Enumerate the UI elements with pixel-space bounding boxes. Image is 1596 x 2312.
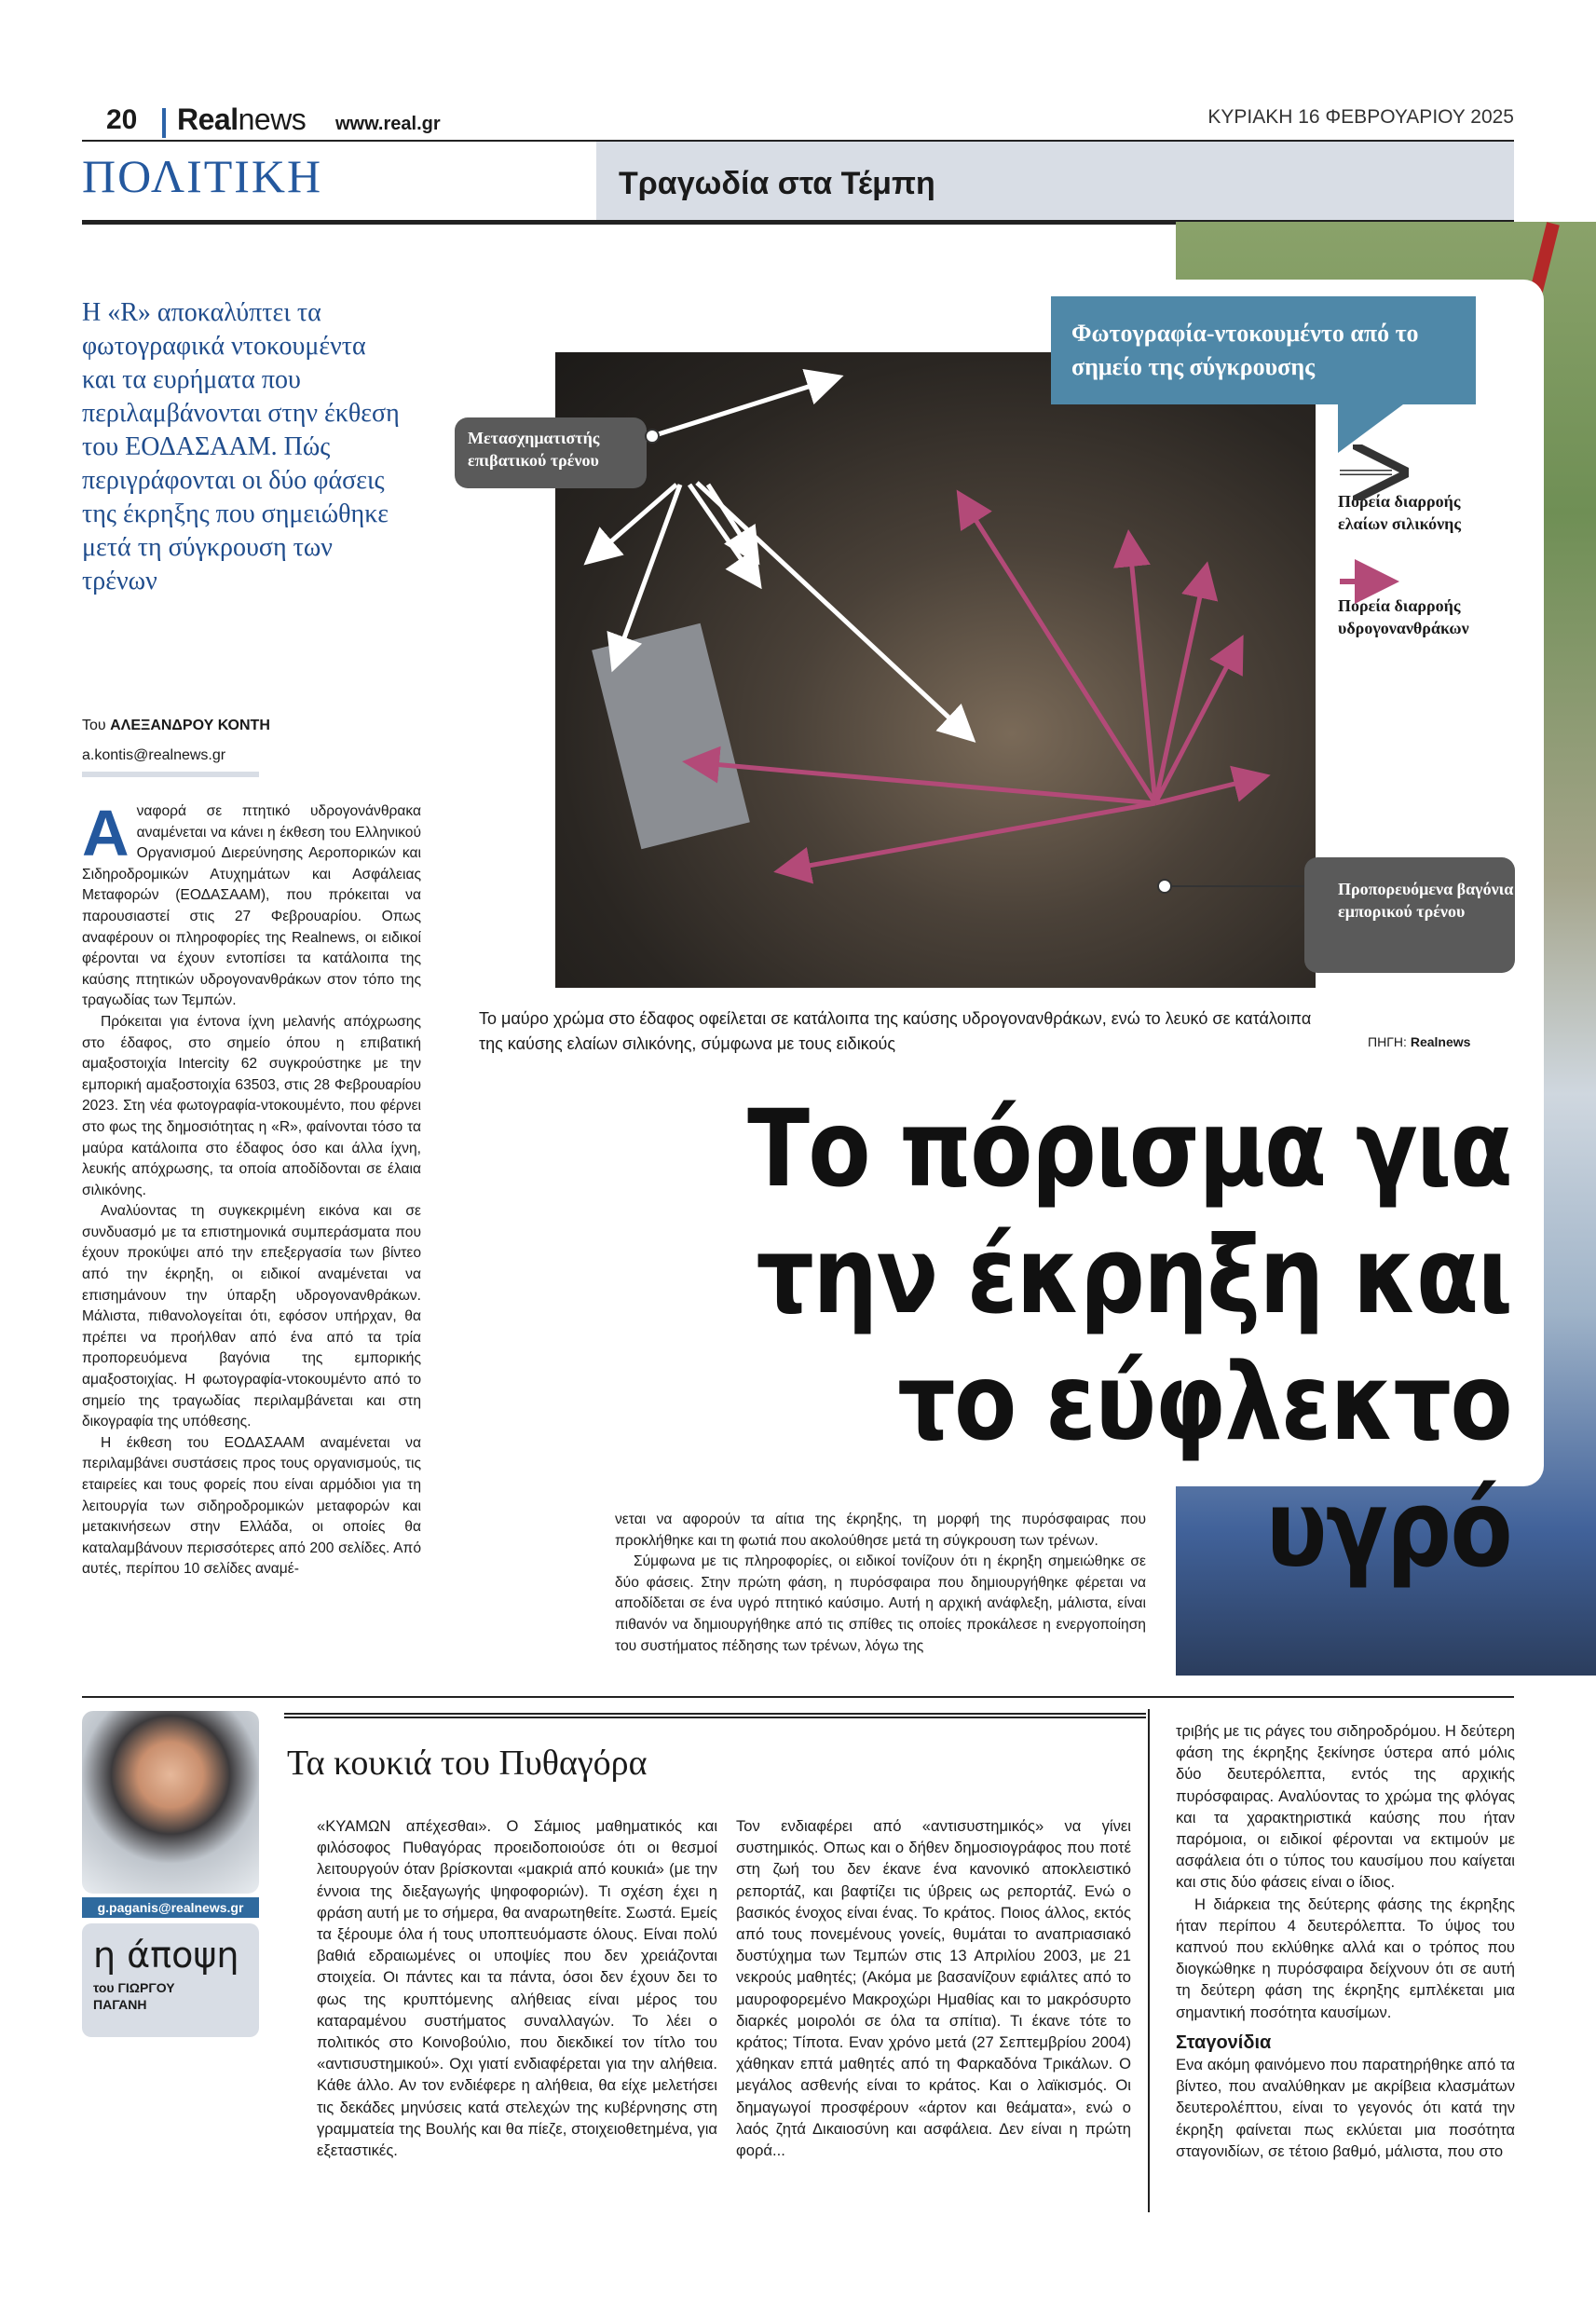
label-transformer: Μετασχηματιστής επιβατικού τρένου: [455, 417, 647, 488]
byline-prefix: Του: [82, 718, 106, 733]
opinion-author-email[interactable]: g.paganis@realnews.gr: [82, 1897, 259, 1918]
section-divider: [82, 1696, 1514, 1698]
legend-hydrocarbons: Πορεία διαρροής υδρογονανθράκων: [1338, 596, 1469, 637]
opinion-label: η άποψη: [93, 1935, 239, 1976]
topic-title: Τραγωδία στα Τέμπη: [619, 166, 935, 201]
paragraph-4: Η έκθεση του ΕΟΔΑΣΑΑΜ αναμένεται να περιλαμβάνει συστάσεις προς τους οργανισμούς, τις εταιρείες και τους φορείς που είναι αρμόδιοι για τη λειτουργία των σιδηροδρομικών μεταφορών και μετακινήσεων στην Ελλάδα, οι οποίες θα καταλαμβάνουν περισσότερες από 200 σελίδες. Από αυτές, περίπου 10 σελίδες αναμέ-: [82, 1434, 421, 1578]
photo-callout-text: Φωτογραφία-ντοκουμέντο από το σημείο της σύγκρουσης: [1071, 320, 1419, 380]
paragraph-6: Σύμφωνα με τις πληροφορίες, οι ειδικοί τονίζουν ότι η έκρηξη σημειώθηκε σε δύο φάσεις. Στην πρώτη φάση, η πυρόσφαιρα που δημιουργήθηκε φέρεται να αποδίδεται σε ένα υγρό πτητικό καύσιμο. Αυτή η αρχική ανάφλεξη, μάλιστα, είναι πιθανόν να δημιουργήθηκε από τις σπίθες τις οποίες προκάλεσε η ενεργοποίηση του συστήματος πέδησης των τρένων, λόγω της: [615, 1553, 1146, 1654]
label-wagons: Προπορευόμενα βαγόνια εμπορικού τρένου: [1304, 857, 1515, 973]
byline-rule: [82, 772, 259, 777]
photo-callout-tail: [1338, 404, 1403, 453]
paragraph-8: Η διάρκεια της δεύτερης φάσης της έκρηξης ήταν περίπου 4 δευτερόλεπτα. Το ύψος του καπνού που εκλύθηκε αλλά και ο τρόπος που διογκώθηκε η πυρόσφαιρα δείχνουν ότι σε αυτή τη δεύτερη φάση της έκρηξης εμπλέκεται μια σημαντική ποσότητα καυσίμων.: [1176, 1895, 1515, 2021]
opinion-byline: [93, 1979, 175, 2013]
issue-date: ΚΥΡΙΑΚΗ 16 ΦΕΒΡΟΥΑΡΙΟΥ 2025: [1207, 106, 1514, 128]
opinion-text-2: Τον ενδιαφέρει από «αντισυστημικός» να γίνει συστημικός. Οπως και ο δήθεν δημοσιογράφος που ποτέ στη ζωή του δεν έκανε ένα κανονικό αποκλειστικό ρεπορτάζ, και βαφτίζει τις ύβρεις ως ρεπορτάζ. Ενώ ο βασικός ένοχος είναι ένας. Το κράτος. Ποιος άλλος, εκτός από τους πονεμένους γονείς, θυμάται το αναπριασιακό δυστύχημα των Τεμπών στις 13 Απριλίου 2003, με 21 νεκρούς μαθητές; (Ακόμα με βασανίζουν εφιάλτες από το μαυροφορεμένο Μακροχώρι Ημαθίας και το μακρόσυρτο διαρκές μοιρολόι σε όλα τα σπίτια). Τι έκανε τότε το κράτος; Τίποτα. Εναν χρόνο μετά (27 Σεπτεμβρίου 2004) χάθηκαν επτά μαθητές από τη Φαρκαδόνα Τρικάλων. Ο μεγάλος ασθενής είναι το κράτος. Και ο λαϊκισμός. Οι δημαγωγοί προσφέρουν «άρτον και θεάματα», ενώ ο λαός ζητά Δικαιοσύνη και ασφάλεια. Δεν είναι η πρώτη φορά...: [736, 1817, 1131, 2160]
paragraph-5: νεται να αφορούν τα αίτια της έκρηξης, τη μορφή της πυρόσφαιρας που προκλήθηκε και τη φωτιά που ακολούθησε μετά τη σύγκρουση των τρένων.: [615, 1512, 1146, 1549]
page-number: 20: [106, 104, 138, 135]
legend-silicone: Πορεία διαρροής ελαίων σιλικόνης: [1338, 492, 1461, 533]
opinion-column-2: [736, 1815, 1131, 2161]
paragraph-3: Αναλύοντας τη συγκεκριμένη εικόνα και σε συνδυασμό με τα επιστημονικά συμπεράσματα που έχουν προκύψει από την επεξεργασία των βίντεο από την έκρηξη, οι ειδικοί αναμένεται να επισημάνουν την ύπαρξη υδρογονανθράκων. Μάλιστα, πιθανολογείται ότι, εφόσον υπήρχαν, θα πρέπει να προήλθαν από ένα από τα τρία προπορευόμενα βαγόνια της εμπορικής αμαξοστοιχίας. Η φωτογραφία-ντοκουμέντο από το σημείο της τραγωδίας περιλαμβάνεται και στη δικογραφία της υπόθεσης.: [82, 1203, 421, 1430]
opinion-column-1: [317, 1815, 717, 2161]
site-url: www.real.gr: [335, 114, 441, 134]
section-title: ΠΟΛΙΤΙΚΗ: [82, 150, 323, 202]
headline-line-3: το εύφλεκτο υγρό: [897, 1340, 1511, 1591]
paragraph-1: ναφορά σε πτητικό υδρογονάνθρακα αναμένεται να κάνει η έκθεση του Ελληνικού Οργανισμού Διερεύνησης Αεροπορικών και Σιδηροδρομικών Ατυχημάτων και Ασφάλειας Μεταφορών (ΕΟΔΑΣΑΑΜ), που πρόκειται να παρουσιαστεί στις 27 Φεβρουαρίου. Οπως αναφέρουν οι πληροφορίες της Realnews, οι ειδικοί φέρονται να έχουν εντοπίσει τα κατάλοιπα της καύσης πτητικών υδρογονανθράκων στον τόπο της τραγωδίας των Τεμπών.: [82, 803, 421, 1009]
brand-light: news: [238, 103, 307, 136]
drop-cap: Α: [82, 797, 130, 869]
brand-logo: [177, 103, 306, 137]
opinion-text-1: «ΚΥΑΜΩΝ απέχεσθαι». Ο Σάμιος μαθηματικός και φιλόσοφος Πυθαγόρας προειδοποιούσε ότι οι θεσμοί λειτουργούν όταν βρίσκονται «μακριά από κουκιά» (με την έννοια της διεξαγωγής ψηφοφοριών). Τι σχέση έχει η φράση αυτή με το σήμερα, θα αναρωτηθείτε. Σωστά. Εμείς τα ξέρουμε όλα ή τους υποπτευόμαστε όλους. Είναι πολύ βαθιά εδραιωμένες οι υποψίες που δεν χρειάζονται στοιχεία. Οι πάντες και τα πάντα, όσοι δεν έχουν δει το φως της κρυπτόμενης αλήθειας είναι μέρος του καταραμένου συστήματος συναλλαγών. Το λέει ο πολιτικός στο Κοινοβούλιο, που διεκδικεί τον τίτλο του «αντισυστημικού». Οχι γιατί ενδιαφέρεται για την αλήθεια. Κάθε άλλο. Αν τον ενδιέφερε η αλήθεια, θα είχε μελετήσει τις δεκάδες μηνύσεις κατά στελεχών της κυβέρνησης στη γραμματεία της Βουλής και θα πίεζε, στοιχειοθετημένα, για εξεταστικές.: [317, 1817, 717, 2160]
opinion-rule-2: [284, 1717, 1146, 1718]
article-column-3: [1176, 1720, 1515, 2162]
brand-bold: Real: [177, 103, 239, 136]
headline-line-1: Το πόρισμα για: [747, 1087, 1511, 1211]
article-intro: Η «R» αποκαλύπτει τα φωτογραφικά ντοκουμέντα και τα ευρήματα που περιλαμβάνονται στην έκθεση του ΕΟΔΑΣΑΑΜ. Πώς περιγράφονται οι δύο φάσεις της έκρηξης που σημειώθηκε μετά τη σύγκρουση των τρένων: [82, 298, 400, 595]
paragraph-7: τριβής με τις ράγες του σιδηροδρόμου. Η δεύτερη φάση της έκρηξης ξεκίνησε ύστερα από μόλις δύο δευτερόλεπτα, εντός της αρχικής πυρόσφαιρας. Αναλύοντας το χρώμα της φλόγας και τα χαρακτηριστικά καύσης που ήταν παρόμοια, οι ειδικοί φέρονται να εκτιμούν με ασφάλεια ότι ο τύπος του καυσίμου που καίγεται και στις δύο φάσεις είναι ο ίδιος.: [1176, 1722, 1515, 1892]
author-photo: [82, 1711, 259, 1894]
opinion-title: Τα κουκιά του Πυθαγόρα: [287, 1744, 648, 1783]
article-column-1: [82, 797, 421, 1580]
photo-caption: Το μαύρο χρώμα στο έδαφος οφείλεται σε κατάλοιπα της καύσης υδρογονανθράκων, ενώ το λευκό σε κατάλοιπα της καύσης ελαίων σιλικόνης, σύμφωνα με τους ειδικούς: [479, 1009, 1312, 1053]
source-prefix: ΠΗΓΗ:: [1368, 1034, 1407, 1049]
headline-line-2: την έκρηξη και: [756, 1213, 1511, 1337]
photo-source: [1368, 1034, 1470, 1049]
column-divider: [1148, 1709, 1150, 2212]
opinion-rule: [284, 1713, 1146, 1715]
page-number-divider: [162, 108, 166, 138]
opinion-by-1: του ΓΙΩΡΓΟΥ: [93, 1980, 175, 1995]
opinion-by-2: ΠΑΓΑΝΗ: [93, 1997, 147, 2012]
byline: [82, 718, 270, 734]
article-column-2: [615, 1510, 1146, 1657]
subhead-droplets: Σταγονίδια: [1176, 2032, 1272, 2053]
paragraph-9: Ενα ακόμη φαινόμενο που παρατηρήθηκε από τα βίντεο, που αναλύθηκαν με ακρίβεια κλασμάτων δευτερολέπτου, είναι το γεγονός ότι κατά την έκρηξη φαίνεται πως εκλύεται μια ποσότητα σταγονιδίων, σε τέτοιο βαθμό, μάλιστα, που στο: [1176, 2056, 1515, 2160]
author-email-link[interactable]: a.kontis@realnews.gr: [82, 747, 226, 763]
paragraph-2: Πρόκειται για έντονα ίχνη μελανής απόχρωσης στο έδαφος, στο σημείο όπου η επιβατική αμαξοστοιχία Intercity 62 συγκρούστηκε με την εμπορική αμαξοστοιχία 63503, στις 28 Φεβρουαρίου 2023. Στη νέα φωτογραφία-ντοκουμέντο, που φέρνει στο φως της δημοσιότητας η «R», φαίνονται τόσο τα μαύρα κατάλοιπα στο έδαφος όσο και άλλα ίχνη, λευκής απόχρωσης, τα οποία αποδίδονται σε έλαια σιλικόνης.: [82, 1013, 421, 1198]
byline-name: ΑΛΕΞΑΝΔΡΟΥ ΚΟΝΤΗ: [110, 718, 270, 733]
source-name: Realnews: [1410, 1034, 1471, 1049]
